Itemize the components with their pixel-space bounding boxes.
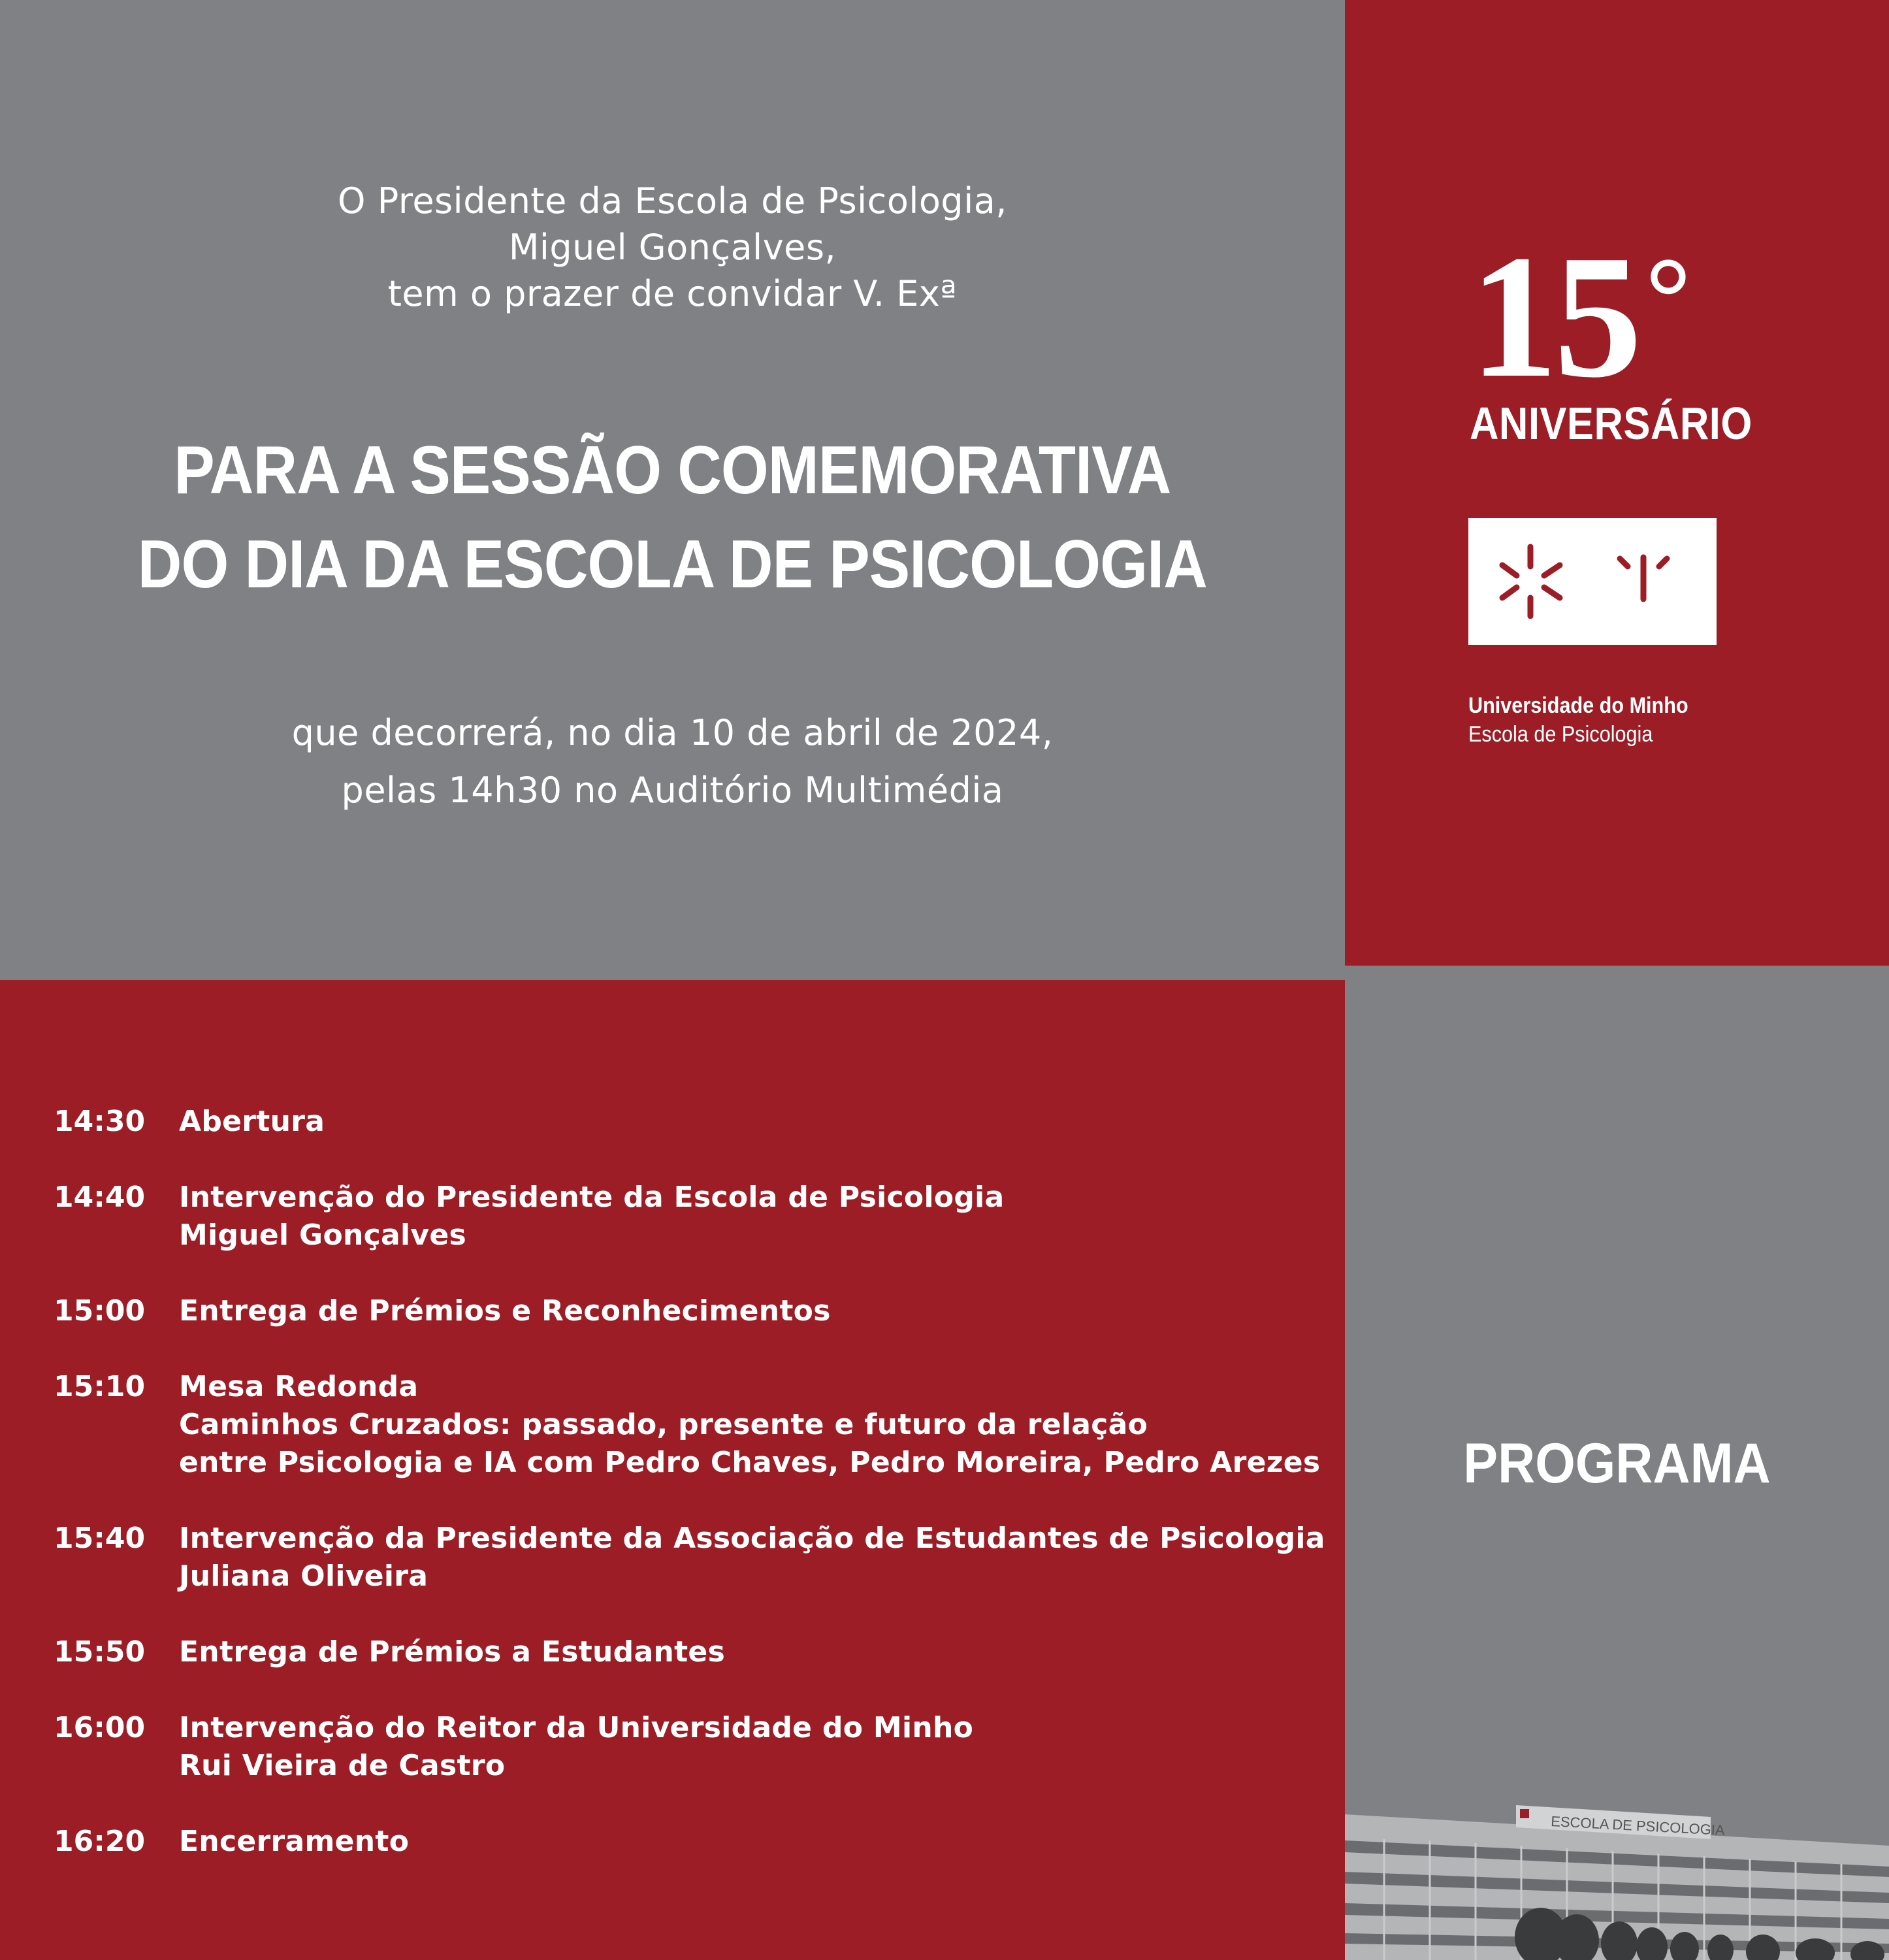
schedule-text: entre Psicologia e IA com Pedro Chaves, Pedro Moreira, Pedro Arezes: [179, 1446, 1321, 1479]
headline-line: DO DIA DA ESCOLA DE PSICOLOGIA: [137, 527, 1207, 602]
schedule-time: 16:20: [54, 1825, 146, 1858]
headline-line: PARA A SESSÃO COMEMORATIVA: [174, 433, 1171, 508]
program-title: PROGRAMA: [1463, 1432, 1771, 1495]
degree-symbol: °: [1643, 235, 1689, 373]
schedule-item: [54, 1292, 1327, 1330]
schedule-item: [54, 1633, 1327, 1671]
schedule-text: Intervenção do Presidente da Escola de Psicologia: [179, 1181, 1005, 1214]
schedule-item: [54, 1103, 1327, 1141]
schedule-text: Intervenção do Reitor da Universidade do Minho: [179, 1711, 974, 1744]
schedule-text: Encerramento: [179, 1825, 410, 1858]
schedule-text: Entrega de Prémios a Estudantes: [179, 1635, 726, 1669]
schedule-text: Mesa Redonda: [179, 1370, 419, 1403]
anniversary-panel: [1345, 0, 1889, 966]
schedule-item: [54, 1709, 1327, 1785]
schedule-item: [54, 1520, 1327, 1595]
universidade-do-minho-logo-icon: [1468, 518, 1717, 645]
schedule-time: 14:40: [54, 1181, 146, 1214]
details-line: que decorrerá, no dia 10 de abril de 2024,: [291, 712, 1054, 753]
anniversary-label: ANIVERSÁRIO: [1470, 398, 1752, 449]
university-name: Universidade do Minho: [1468, 693, 1688, 718]
building-sign-text: ESCOLA DE PSICOLOGIA: [1550, 1813, 1726, 1838]
building-logo-icon: [1520, 1809, 1529, 1818]
schedule-text: Caminhos Cruzados: passado, presente e futuro da relação: [179, 1408, 1148, 1441]
anniversary-number-value: 15: [1470, 219, 1638, 414]
schedule-item: [54, 1179, 1327, 1254]
schedule-item: [54, 1823, 1327, 1861]
logo-mark-icon: [1468, 518, 1717, 645]
schedule-time: 15:00: [54, 1294, 146, 1328]
intro-line: O Presidente da Escola de Psicologia,: [338, 180, 1007, 221]
schedule-time: 15:10: [54, 1370, 146, 1403]
schedule-time: 16:00: [54, 1711, 146, 1744]
program-schedule: [54, 1103, 1327, 1899]
details-line: pelas 14h30 no Auditório Multimédia: [341, 770, 1004, 811]
schedule-text: Miguel Gonçalves: [179, 1218, 466, 1252]
schedule-time: 15:40: [54, 1522, 146, 1555]
schedule-item: [54, 1368, 1327, 1482]
school-building-image: [1345, 1793, 1889, 1960]
invitation-intro: [0, 178, 1345, 317]
school-name: Escola de Psicologia: [1468, 722, 1653, 747]
schedule-text: Abertura: [179, 1105, 325, 1138]
invitation-details: [0, 704, 1345, 819]
schedule-text: Juliana Oliveira: [179, 1560, 428, 1593]
intro-line: tem o prazer de convidar V. Exª: [387, 273, 958, 314]
schedule-text: Intervenção da Presidente da Associação de Estudantes de Psicologia: [179, 1522, 1325, 1555]
schedule-text: Rui Vieira de Castro: [179, 1749, 506, 1782]
schedule-time: 14:30: [54, 1105, 146, 1138]
invitation-headline: [67, 423, 1278, 612]
schedule-time: 15:50: [54, 1635, 146, 1669]
intro-line: Miguel Gonçalves,: [508, 227, 837, 268]
schedule-text: Entrega de Prémios e Reconhecimentos: [179, 1294, 831, 1328]
anniversary-number: [1470, 219, 1689, 414]
